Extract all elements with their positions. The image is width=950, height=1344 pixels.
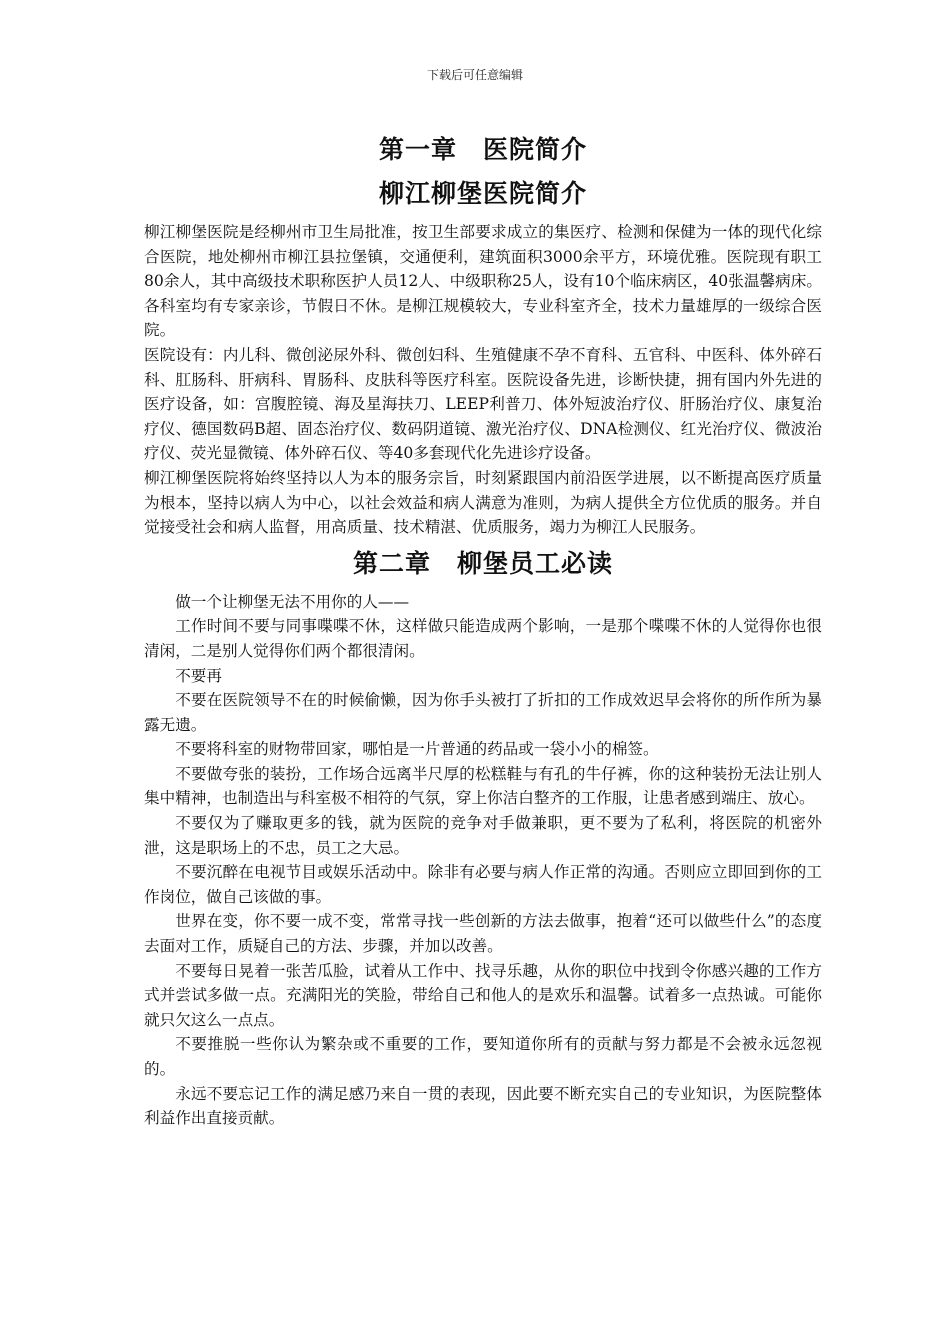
header-note: 下载后可任意编辑 xyxy=(426,68,523,82)
intro-paragraph: 柳江柳堡医院是经柳州市卫生局批准，按卫生部要求成立的集医疗、检测和保健为一体的现代化综合医院，地处柳州市柳江县拉堡镇，交通便利，建筑面积3000余平方，环境优雅。医院现有职工80余人，其中高级技术职称医护人员12人、中级职称25人，设有10个临床病区，40张温馨病床。各科室均有专家亲诊，节假日不休。是柳江规模较大，专业科室齐全，技术力量雄厚的一级综合医院。 xyxy=(144,223,822,340)
staff-paragraph: 工作时间不要与同事喋喋不休，这样做只能造成两个影响，一是那个喋喋不休的人觉得你也很清闲，二是别人觉得你们两个都很清闲。 xyxy=(144,617,822,660)
staff-paragraph: 不要仅为了赚取更多的钱，就为医院的竞争对手做兼职，更不要为了私利，将医院的机密外泄，这是职场上的不忠，员工之大忌。 xyxy=(144,814,822,857)
intro-title: 柳江柳堡医院简介 xyxy=(378,179,587,208)
staff-paragraph: 不要在医院领导不在的时候偷懒，因为你手头被打了折扣的工作成效迟早会将你的所作所为暴露无遗。 xyxy=(144,691,822,734)
intro-paragraph: 柳江柳堡医院将始终坚持以人为本的服务宗旨，时刻紧跟国内前沿医学进展，以不断提高医疗质量为根本，坚持以病人为中心，以社会效益和病人满意为准则，为病人提供全方位优质的服务。并自觉接受社会和病人监督，用高质量、技术精湛、优质服务，竭力为柳江人民服务。 xyxy=(144,468,822,537)
chapter2-title: 第二章 柳堡员工必读 xyxy=(352,548,613,578)
staff-paragraph: 做一个让柳堡无法不用你的人—— xyxy=(175,592,410,611)
staff-paragraph: 永远不要忘记工作的满足感乃来自一贯的表现，因此要不断充实自己的专业知识，为医院整体利益作出直接贡献。 xyxy=(144,1084,822,1128)
staff-paragraph: 不要沉醉在电视节目或娱乐活动中。除非有必要与病人作正常的沟通。否则应立即回到你的工作岗位，做自己该做的事。 xyxy=(144,863,822,906)
staff-paragraph: 世界在变，你不要一成不变，常常寻找一些创新的方法去做事，抱着“还可以做些什么”的态度去面对工作，质疑自己的方法、步骤，并加以改善。 xyxy=(144,912,822,956)
staff-paragraph: 不要将科室的财物带回家，哪怕是一片普通的药品或一袋小小的棉签。 xyxy=(175,740,659,759)
staff-paragraph: 不要每日晃着一张苦瓜脸，试着从工作中、找寻乐趣，从你的职位中找到令你感兴趣的工作方式并尝试多做一点。充满阳光的笑脸，带给自己和他人的是欢乐和温馨。试着多一点热诚。可能你就只欠这么一点点。 xyxy=(144,961,822,1029)
staff-paragraph: 不要再 xyxy=(175,666,222,685)
intro-paragraph: 医院设有：内儿科、微创泌尿外科、微创妇科、生殖健康不孕不育科、五官科、中医科、体外碎石科、肛肠科、肝病科、胃肠科、皮肤科等医疗科室。医院设备先进，诊断快捷，拥有国内外先进的医疗设备，如：宫腹腔镜、海及星海扶刀、LEEP利普刀、体外短波治疗仪、肝肠治疗仪、康复治疗仪、德国数码B超、固态治疗仪、数码阴道镜、激光治疗仪、DNA检测仪、红光治疗仪、微波治疗仪、荧光显微镜、体外碎石仪、等40多套现代化先进诊疗设备。 xyxy=(144,345,822,463)
chapter1-title: 第一章 医院简介 xyxy=(378,135,587,164)
staff-paragraph: 不要做夸张的装扮，工作场合远离半尺厚的松糕鞋与有孔的牛仔裤，你的这种装扮无法让别人集中精神，也制造出与科室极不相符的气氛，穿上你洁白整齐的工作服，让患者感到端庄、放心。 xyxy=(144,764,822,808)
document-body xyxy=(144,128,822,1131)
staff-paragraph: 不要推脱一些你认为繁杂或不重要的工作，要知道你所有的贡献与努力都是不会被永远忽视的。 xyxy=(144,1035,822,1078)
